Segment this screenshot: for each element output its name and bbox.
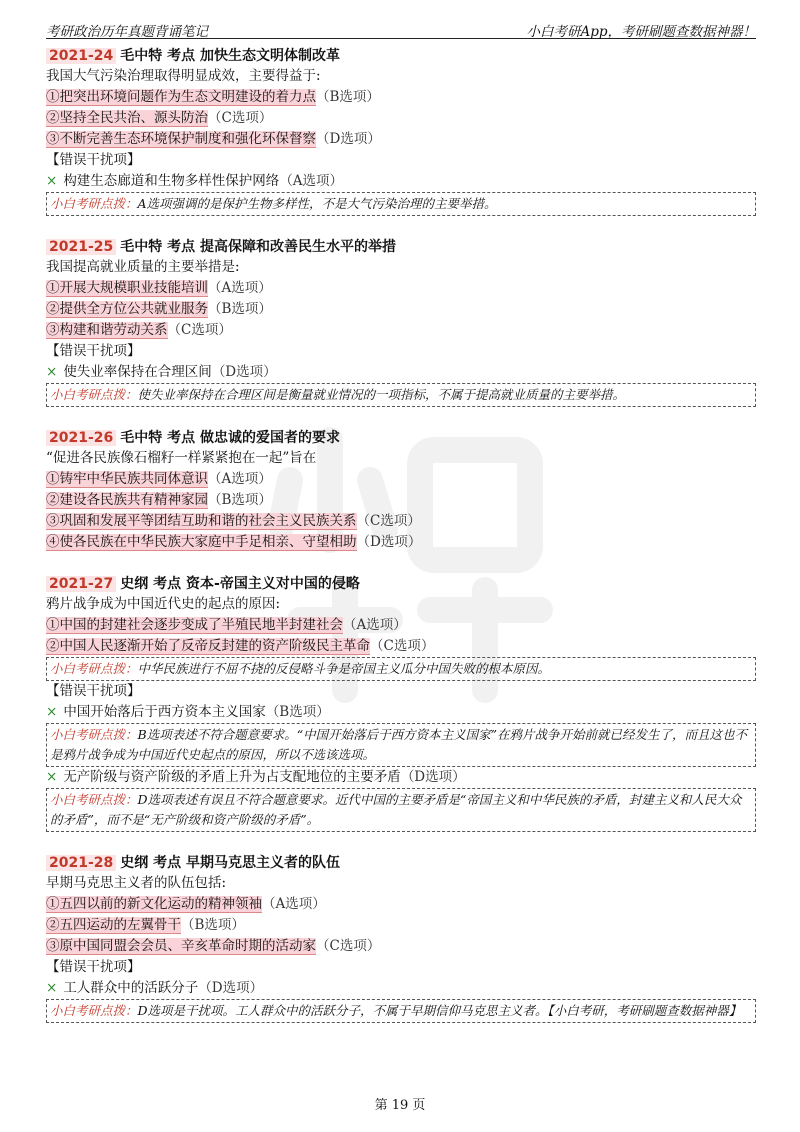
distractor-header: 【错误干扰项】: [46, 683, 141, 699]
kaodian-label: 考点: [153, 855, 182, 871]
answer-text: ②建设各民族共有精神家园: [46, 492, 208, 508]
topic-label: 资本-帝国主义对中国的侵略: [186, 576, 360, 592]
tip-label: 小白考研点拨：: [50, 727, 138, 742]
answer-option: [46, 894, 756, 915]
cross-icon: ×: [46, 769, 58, 785]
tip-text: D选项是干扰项。工人群众中的活跃分子，不属于早期信仰马克思主义者。【小白考研，考研刷题查数据神器】: [137, 1003, 742, 1018]
tip-label: 小白考研点拨：: [50, 196, 138, 211]
answer-option: [46, 490, 756, 511]
topic-label: 提高保障和改善民生水平的举措: [200, 239, 397, 255]
tip-box: [46, 788, 756, 832]
tip-text: A选项强调的是保护生物多样性，不是大气污染治理的主要举措。: [137, 196, 497, 211]
kaodian-label: 考点: [153, 576, 182, 592]
question-title: [46, 46, 756, 66]
answer-label: （C选项）: [316, 938, 381, 954]
answer-option: [46, 511, 756, 532]
distractor-text: 工人群众中的活跃分子: [63, 980, 199, 996]
answer-text: ③巩固和发展平等团结互助和谐的社会主义民族关系: [46, 513, 357, 529]
answer-option: [46, 278, 756, 299]
tip-box: [46, 192, 756, 216]
topic-label: 做忠诚的爱国者的要求: [200, 430, 341, 446]
answer-label: （A选项）: [343, 617, 407, 633]
answer-text: ①铸牢中华民族共同体意识: [46, 471, 208, 487]
distractor-text: 构建生态廊道和生物多样性保护网络: [63, 173, 280, 189]
distractor-label: （A选项）: [279, 173, 344, 189]
answer-text: ③构建和谐劳动关系: [46, 322, 168, 338]
answer-option: [46, 615, 756, 636]
answer-option: [46, 299, 756, 320]
tip-label: 小白考研点拨：: [50, 387, 138, 402]
header-slogan: 小白考研App，考研刷题查数据神器！: [526, 24, 756, 40]
distractor-option: [46, 171, 756, 192]
answer-label: （D选项）: [316, 131, 381, 147]
distractor-label: （D选项）: [400, 769, 466, 785]
answer-option: [46, 129, 756, 150]
kaodian-label: 考点: [167, 430, 196, 446]
question-block: [46, 853, 756, 1023]
subject-label: 毛中特: [120, 48, 163, 64]
cross-icon: ×: [46, 980, 58, 996]
topic-label: 加快生态文明体制改革: [200, 48, 341, 64]
distractor-text: 中国开始落后于西方资本主义国家: [63, 704, 266, 720]
cross-icon: ×: [46, 704, 58, 720]
question-block: [46, 46, 756, 216]
kaodian-label: 考点: [167, 239, 196, 255]
question-stem: 早期马克思主义者的队伍包括:: [46, 875, 227, 891]
answer-text: ①中国的封建社会逐步变成了半殖民地半封建社会: [46, 617, 343, 633]
answer-text: ②坚持全民共治、源头防治: [46, 110, 208, 126]
answer-label: （D选项）: [356, 534, 422, 550]
answer-option: [46, 108, 756, 129]
page-header: [46, 16, 756, 39]
page-content: [46, 46, 756, 1023]
answer-label: （A选项）: [262, 896, 326, 912]
subject-label: 史纲: [120, 576, 149, 592]
question-block: [46, 574, 756, 832]
tip-box: [46, 383, 756, 407]
subject-label: 毛中特: [120, 430, 163, 446]
distractor-text: 使失业率保持在合理区间: [63, 364, 212, 380]
answer-text: ②五四运动的左翼骨干: [46, 917, 181, 933]
answer-label: （C选项）: [356, 513, 421, 529]
answer-label: （A选项）: [208, 280, 272, 296]
question-stem: “促进各民族像石榴籽一样紧紧抱在一起”旨在: [46, 450, 317, 466]
answer-label: （B选项）: [316, 89, 380, 105]
question-number: 2021-26: [46, 430, 116, 446]
section-gap: [46, 407, 756, 428]
distractor-option: [46, 362, 756, 383]
answer-label: （B选项）: [208, 492, 272, 508]
tip-label: 小白考研点拨：: [50, 1003, 138, 1018]
question-stem: 鸦片战争成为中国近代史的起点的原因:: [46, 596, 281, 612]
tip-text: 使失业率保持在合理区间是衡量就业情况的一项指标，不属于提高就业质量的主要举措。: [137, 387, 626, 402]
question-title: [46, 574, 756, 594]
tip-text: 中华民族进行不屈不挠的反侵略斗争是帝国主义瓜分中国失败的根本原因。: [137, 661, 551, 676]
cross-icon: ×: [46, 364, 58, 380]
answer-option: [46, 87, 756, 108]
answer-text: ②提供全方位公共就业服务: [46, 301, 208, 317]
topic-label: 早期马克思主义者的队伍: [186, 855, 341, 871]
tip-label: 小白考研点拨：: [50, 661, 138, 676]
question-title: [46, 428, 756, 448]
page-number: 第 19 页: [374, 1098, 426, 1113]
answer-label: （B选项）: [181, 917, 245, 933]
answer-option: [46, 320, 756, 341]
question-block: [46, 237, 756, 407]
answer-option: [46, 469, 756, 490]
answer-label: （A选项）: [208, 471, 272, 487]
answer-label: （C选项）: [370, 638, 435, 654]
answer-text: ③原中国同盟会会员、辛亥革命时期的活动家: [46, 938, 316, 954]
answer-text: ①五四以前的新文化运动的精神领袖: [46, 896, 262, 912]
tip-box: [46, 999, 756, 1023]
answer-label: （C选项）: [167, 322, 232, 338]
question-number: 2021-28: [46, 855, 116, 871]
cross-icon: ×: [46, 173, 58, 189]
question-stem: 我国大气污染治理取得明显成效，主要得益于:: [46, 68, 321, 84]
tip-box: [46, 723, 756, 767]
header-title: 考研政治历年真题背诵笔记: [46, 24, 208, 40]
answer-text: ③不断完善生态环境保护制度和强化环保督察: [46, 131, 316, 147]
answer-option: [46, 532, 756, 553]
distractor-option: [46, 702, 756, 723]
answer-label: （B选项）: [208, 301, 272, 317]
question-number: 2021-25: [46, 239, 116, 255]
tip-box: [46, 657, 756, 681]
subject-label: 史纲: [120, 855, 149, 871]
distractor-label: （D选项）: [198, 980, 264, 996]
answer-text: ①开展大规模职业技能培训: [46, 280, 208, 296]
distractor-header: 【错误干扰项】: [46, 343, 141, 359]
distractor-option: [46, 978, 756, 999]
subject-label: 毛中特: [120, 239, 163, 255]
distractor-option: [46, 767, 756, 788]
answer-text: ①把突出环境问题作为生态文明建设的着力点: [46, 89, 316, 105]
kaodian-label: 考点: [167, 48, 196, 64]
answer-text: ②中国人民逐渐开始了反帝反封建的资产阶级民主革命: [46, 638, 370, 654]
distractor-header: 【错误干扰项】: [46, 959, 141, 975]
question-title: [46, 237, 756, 257]
tip-text: B选项表述不符合题意要求。“中国开始落后于西方资本主义国家”在鸦片战争开始前就已经发生了，而且这也不是鸦片战争成为中国近代史起点的原因，所以不选该选项。: [50, 727, 747, 762]
question-number: 2021-27: [46, 576, 116, 592]
distractor-header: 【错误干扰项】: [46, 152, 141, 168]
distractor-label: （B选项）: [265, 704, 330, 720]
answer-option: [46, 915, 756, 936]
distractor-label: （D选项）: [211, 364, 277, 380]
distractor-text: 无产阶级与资产阶级的矛盾上升为占支配地位的主要矛盾: [63, 769, 401, 785]
question-title: [46, 853, 756, 873]
answer-option: [46, 936, 756, 957]
answer-text: ④使各民族在中华民族大家庭中手足相亲、守望相助: [46, 534, 357, 550]
question-number: 2021-24: [46, 48, 116, 64]
section-gap: [46, 832, 756, 853]
answer-option: [46, 636, 756, 657]
question-stem: 我国提高就业质量的主要举措是:: [46, 259, 240, 275]
tip-text: D选项表述有误且不符合题意要求。近代中国的主要矛盾是“帝国主义和中华民族的矛盾，封建主义和人民大众的矛盾”，而不是“无产阶级和资产阶级的矛盾”。: [50, 792, 742, 827]
answer-label: （C选项）: [208, 110, 273, 126]
section-gap: [46, 553, 756, 574]
section-gap: [46, 216, 756, 237]
tip-label: 小白考研点拨：: [50, 792, 138, 807]
question-block: [46, 428, 756, 553]
